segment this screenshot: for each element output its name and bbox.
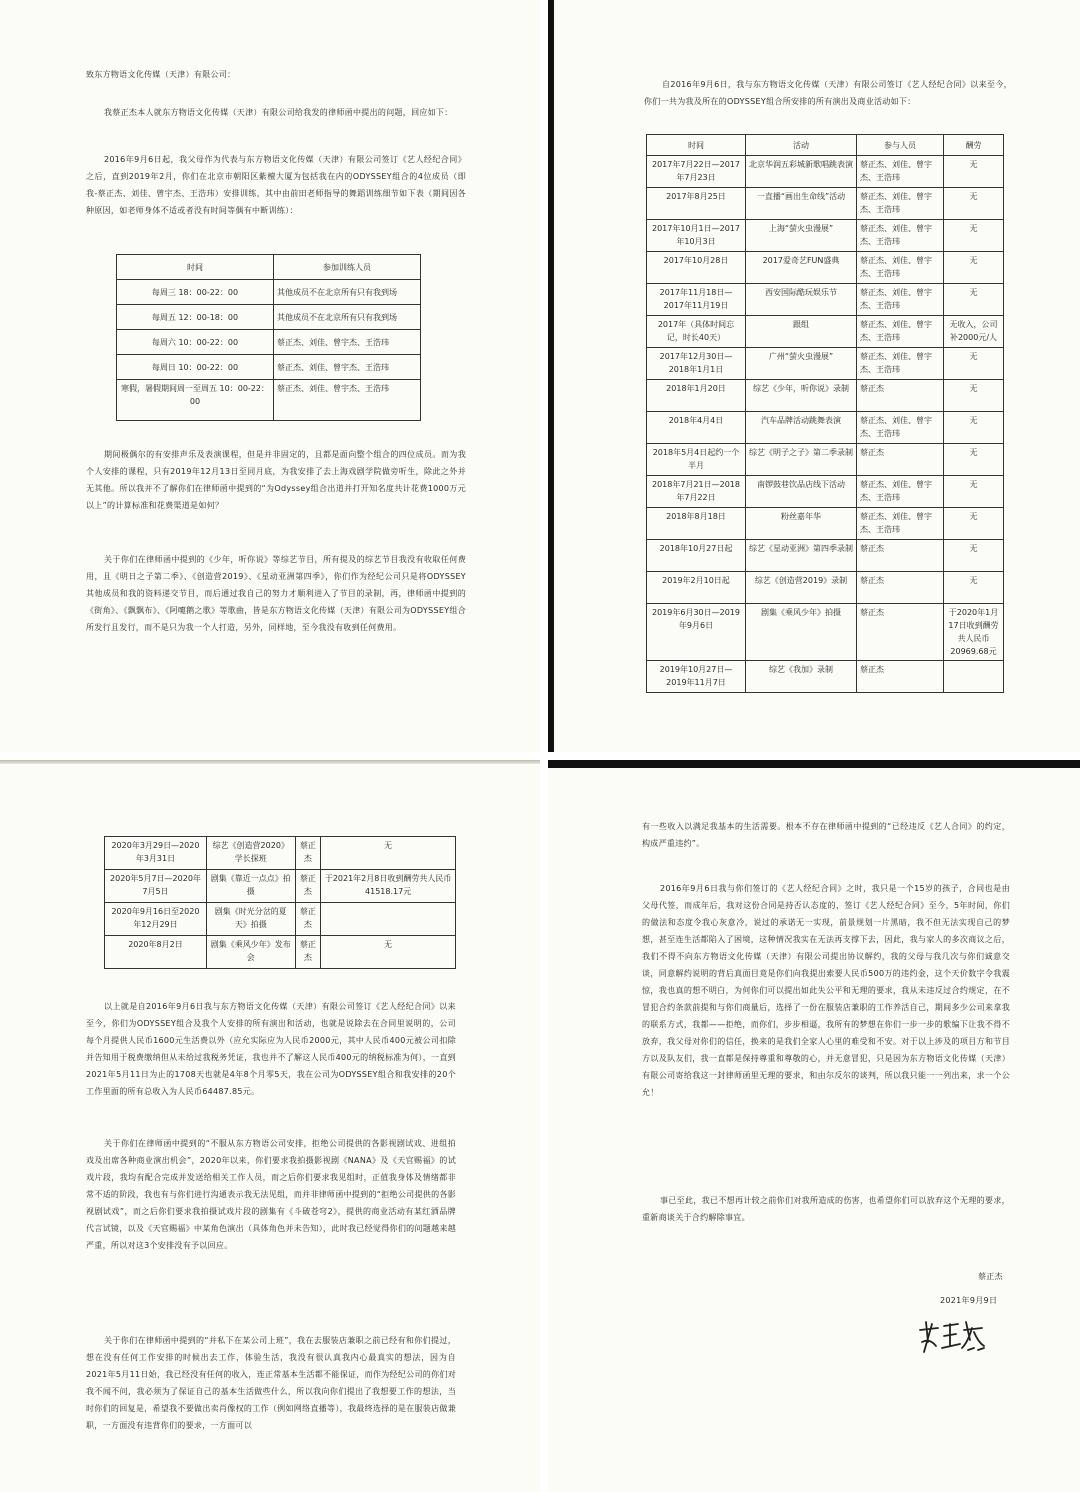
- cell: 其他成员不在北京所有只有我到场: [274, 280, 421, 305]
- handwritten-signature: [914, 1312, 990, 1358]
- cell: 2020年3月29日—2020年3月31日: [105, 837, 207, 870]
- paragraph: 关于你们在律师函中提到的“并私下在某公司上班”，我在去服装店兼职之前已经有和你们提过，想在没有任何工作安排的时候出去工作，体验生活，我没有很认真我内心最真实的想法，因为自2021年5月11日始，我已经没有任何的收入，连正常基本生活都不能保证，而作为经纪公司的你们对我不闻不问，我必须为了保证自己的基本生活做些什么，所以我向你们提出了我想要工作的想法，当时你们的回复是，希望我不要做出卖肖像权的工作（例如网络直播等），我最终选择的是在服装店做兼职，一方面没有违背你们的要求，一方面可以: [86, 1336, 456, 1430]
- table-row: [647, 508, 1004, 540]
- cell: 2019年10月27日—2019年11月7日: [647, 661, 746, 693]
- paragraph: 有一些收入以满足我基本的生活需要。根本不存在律师函中提到的“已经违反《艺人合同》的约定，构成严重违约”。: [642, 822, 1010, 848]
- table-row: [647, 572, 1004, 604]
- cell: 蔡正杰: [295, 870, 321, 903]
- cell: 蔡正杰、刘佳、曾宇杰、王浩玮: [274, 380, 421, 421]
- paragraph: 自2016年9月6日，我与东方物语文化传媒（天津）有限公司签订《艺人经纪合同》以来至今，你们一共为我及所在的ODYSSEY组合所安排的所有演出及商业活动如下：: [644, 80, 1012, 106]
- table-row: [647, 476, 1004, 508]
- table-header: 时间: [647, 135, 746, 156]
- cell: 北京华润五彩城新歌唱跳表演: [746, 156, 857, 188]
- paragraph: 事已至此，我已不想再计较之前你们对我所造成的伤害，也希望你们可以放弃这个无理的要求，重新商谈关于合约解除事宜。: [642, 1196, 1010, 1222]
- table-row: [117, 355, 421, 380]
- cell: 无: [944, 572, 1004, 604]
- table-row: [647, 220, 1004, 252]
- cell: 每周三 18：00-22：00: [117, 280, 274, 305]
- cell: 2017年8月25日: [647, 188, 746, 220]
- table-header: 参与人员: [857, 135, 944, 156]
- cell: 2018年1月20日: [647, 380, 746, 412]
- scan-edge: [548, 0, 554, 752]
- table-row: [647, 284, 1004, 316]
- cell: 剧集《乘风少年》发布会: [206, 936, 295, 969]
- cell: 2018年7月21日—2018年7月22日: [647, 476, 746, 508]
- table-row: [117, 330, 421, 355]
- table-row: [647, 444, 1004, 476]
- cell: 蔡正杰、刘佳、曾宇杰、王浩玮: [857, 284, 944, 316]
- table-header: 活动: [746, 135, 857, 156]
- activity-table-continued: [104, 836, 456, 969]
- cell: 综艺《少年，听你说》录制: [746, 380, 857, 412]
- cell: 综艺《创造营2019》录制: [746, 572, 857, 604]
- table-row: [117, 380, 421, 421]
- cell: 蔡正杰: [857, 572, 944, 604]
- signature-date: 2021年9月9日: [940, 1296, 998, 1305]
- cell: 无: [944, 412, 1004, 444]
- cell: 2018年8月18日: [647, 508, 746, 540]
- cell: 跟组: [746, 316, 857, 348]
- cell: 2017年7月22日—2017年7月23日: [647, 156, 746, 188]
- cell: 剧集《乘风少年》拍摄: [746, 604, 857, 661]
- cell: 蔡正杰: [295, 903, 321, 936]
- cell: 2017年12月30日—2018年1月1日: [647, 348, 746, 380]
- cell: 2017年10月1日—2017年10月3日: [647, 220, 746, 252]
- salutation: 致东方物语文化传媒（天津）有限公司：: [86, 70, 236, 79]
- table-row: [647, 380, 1004, 412]
- cell: 2018年10月27日起: [647, 540, 746, 572]
- cell: 无: [944, 284, 1004, 316]
- cell: 2017年（具体时间忘记，时长40天）: [647, 316, 746, 348]
- cell: 蔡正杰: [857, 604, 944, 661]
- cell: 于2021年2月8日收到酬劳共人民币41518.17元: [321, 870, 456, 903]
- cell: 综艺《我加》录制: [746, 661, 857, 693]
- letter-page-2: [548, 0, 1080, 752]
- cell: [321, 903, 456, 936]
- cell: 蔡正杰: [857, 444, 944, 476]
- cell: 每周日 10：00-22：00: [117, 355, 274, 380]
- cell: 2019年6月30日—2019年9月6日: [647, 604, 746, 661]
- cell: 无: [944, 476, 1004, 508]
- table-header: 酬劳: [944, 135, 1004, 156]
- cell: 2020年8月2日: [105, 936, 207, 969]
- cell: 无: [944, 444, 1004, 476]
- cell: 蔡正杰: [295, 837, 321, 870]
- cell: 2018年4月4日: [647, 412, 746, 444]
- signature-name: 蔡正杰: [978, 1272, 1003, 1281]
- cell: 无: [944, 380, 1004, 412]
- cell: 2019年2月10日起: [647, 572, 746, 604]
- cell: 南锣鼓巷饮品店线下活动: [746, 476, 857, 508]
- cell: 无: [944, 252, 1004, 284]
- table-header: 参加训练人员: [274, 255, 421, 280]
- cell: 2020年5月7日—2020年7月5日: [105, 870, 207, 903]
- letter-page-4: [548, 760, 1080, 1492]
- cell: 2017年10月28日: [647, 252, 746, 284]
- table-row: [647, 316, 1004, 348]
- paragraph: 2016年9月6日起，我父母作为代表与东方物语文化传媒（天津）有限公司签订《艺人经纪合同》之后，直到2019年2月，你们在北京市朝阳区紫檀大厦为包括我在内的ODYSSEY组合的4位成员（即我-蔡正杰、刘佳、曾宇杰、王浩玮）安排训练，其中由前田老师指导的舞蹈训练细节如下表（期间因各种原因，如老师身体不适或者没有时间等偶有中断训练）：: [86, 155, 466, 215]
- cell: 2018年5月4日起约一个半月: [647, 444, 746, 476]
- cell: 每周六 10：00-22：00: [117, 330, 274, 355]
- table-row: [647, 412, 1004, 444]
- cell: 蔡正杰、刘佳、曾宇杰、王浩玮: [857, 412, 944, 444]
- paragraph: 我蔡正杰本人就东方物语文化传媒（天津）有限公司给我发的律师函中提出的问题，回应如下：: [104, 108, 453, 117]
- cell: 于2020年1月17日收到酬劳共人民币20969.68元: [944, 604, 1004, 661]
- table-header: 时间: [117, 255, 274, 280]
- table-row: [105, 903, 456, 936]
- cell: 无: [944, 540, 1004, 572]
- cell: 无: [944, 508, 1004, 540]
- cell: 西安国际酷玩娱乐节: [746, 284, 857, 316]
- letter-page-1: [0, 0, 540, 752]
- table-row: [647, 604, 1004, 661]
- paragraph: 关于你们在律师函中提到的《少年，听你说》等综艺节目，所有提及的综艺节目我没有收取任何费用，且《明日之子第二季》、《创造营2019》、《星动亚洲第四季》，你们作为经纪公司只是将ODYSSEY其他成员和我的资料递交节目，而后通过我自己的努力才顺利进入了节目的录制，再，律师函中提到的《街角》、《飘飘布》、《阿嚏鹅之歌》等歌曲，皆是东方物语文化传媒（天津）有限公司为ODYSSEY组合所发行且发行，而不是只为我一个人打造，另外，同样地，至今我没有收到任何费用。: [86, 555, 466, 632]
- cell: 蔡正杰: [857, 540, 944, 572]
- cell: 蔡正杰、刘佳、曾宇杰、王浩玮: [857, 188, 944, 220]
- paragraph: 以上就是自2016年9月6日我与东方物语文化传媒（天津）有限公司签订《艺人经纪合同》以来至今，你们为ODYSSEY组合及我个人安排的所有演出和活动，也就是说除去在合同里说明的，公司每个月提供人民币1600元生活费以外（应允实际应为人民币2000元，其中人民币400元被公司扣除并告知用于税费缴纳但从未给过我税务凭证，我也并不了解这人民币400元的纳税标准为何），一直到2021年5月11日为止的1708天也就是4年8个月零5天，我在公司为ODYSSEY组合和我安排的20个工作里面的所有总收入为人民币64487.85元。: [86, 1002, 456, 1096]
- table-row: [117, 280, 421, 305]
- cell: 蔡正杰、刘佳、曾宇杰、王浩玮: [857, 316, 944, 348]
- cell: 剧集《靠近一点点》拍摄: [206, 870, 295, 903]
- cell: 无: [944, 188, 1004, 220]
- cell: 蔡正杰、刘佳、曾宇杰、王浩玮: [857, 156, 944, 188]
- cell: 2017年11月18日—2017年11月19日: [647, 284, 746, 316]
- cell: 2020年9月16日至2020年12月29日: [105, 903, 207, 936]
- cell: 蔡正杰、刘佳、曾宇杰、王浩玮: [857, 508, 944, 540]
- cell: 蔡正杰: [857, 661, 944, 693]
- table-row: [117, 305, 421, 330]
- cell: 蔡正杰、刘佳、曾宇杰、王浩玮: [857, 348, 944, 380]
- paragraph: 关于你们在律师函中提到的“不服从东方物语公司安排，拒绝公司提供的各影视剧试戏、进组拍戏及出席各种商业演出机会”，2020年以来，你们要求我拍摄影视剧《NANA》及《天官赐福》的试戏片段，我均有配合完成并发送给相关工作人员，而之后你们要求我见组时，正值我身体及情绪都非常不适的阶段，我也有与你们进行沟通表示我无法见组，而并非律师函中提到的“拒绝公司提供的各影视剧试戏”，而之后你们要求我拍摄试戏片段的剧集有《斗破苍穹2》，提供的商业活动有某红酒品牌代言试镜，以及《天官赐福》中某角色演出（具体角色并未告知），此时我已经觉得你们的问题越来越严重，所以对这3个安排没有予以回应。: [86, 1139, 456, 1250]
- table-row: [647, 252, 1004, 284]
- cell: 汽车品牌活动跳舞表演: [746, 412, 857, 444]
- table-row: [647, 661, 1004, 693]
- training-table: [116, 254, 421, 421]
- cell: 无: [321, 936, 456, 969]
- cell: 寒假，暑假期间周一至周五 10：00-22：00: [117, 380, 274, 421]
- cell: 蔡正杰、刘佳、曾宇杰、王浩玮: [857, 220, 944, 252]
- table-row: [647, 348, 1004, 380]
- cell: 蔡正杰、刘佳、曾宇杰、王浩玮: [857, 252, 944, 284]
- cell: 无: [944, 220, 1004, 252]
- table-row: [647, 188, 1004, 220]
- paragraph: 2016年9月6日我与你们签订的《艺人经纪合同》之时，我只是一个15岁的孩子，合同也是由父母代签，而成年后，我对这份合同是持否认态度的，签订《艺人经纪合同》至今，5年时间，你们的做法和态度令我心灰意冷，说过的承诺无一实现，前景规划一片黑暗，我不但无法实现自己的梦想，甚至连生活都陷入了困境，这种情况我实在无法再支撑下去，因此，我与家人的多次商议之后，我们不得不向东方物语文化传媒（天津）有限公司提出协议解约，我的父母与我几次与你们诚意交谈，同意解约说明的背后真面目竟是你们向我提出索要人民币500万的违约金，这个天价数字令我震惊，我也真的想不明白，为何你们可以提出如此失公平和无理的要求，我从未违反过合约规定，在不冒犯合约条款前提和与你们商量后，选择了一份在服装店兼职的工作养活自己，期间多少公司来拿我的联系方式，我都——拒绝，而你们，步步相逼，我所有的梦想在你们一步一步的歌编下让我不得不放弃，我父母对你们的信任，换来的是我们全家人心里的难受和不安。对于以上涉及的项目方和节目方以及队友们，我一直都是保持尊重和尊敬的心，并无意冒犯，只是因为东方物语文化传媒（天津）有限公司寄给我这一封律师函里无理的要求，和由尔反尔的谈判，所以我只能一一列出来，求一个公允！: [642, 884, 1010, 1097]
- cell: 蔡正杰: [857, 380, 944, 412]
- activity-table: [646, 134, 1004, 693]
- table-row: [105, 870, 456, 903]
- cell: 无: [944, 156, 1004, 188]
- cell: 每周五 12：00-18：00: [117, 305, 274, 330]
- letter-page-3: [0, 760, 540, 1492]
- cell: 剧集《时光分岔的夏天》拍摄: [206, 903, 295, 936]
- cell: 一直播“画出生命线”活动: [746, 188, 857, 220]
- table-row: [105, 837, 456, 870]
- cell: 粉丝嘉年华: [746, 508, 857, 540]
- cell: 2017爱奇艺FUN盛典: [746, 252, 857, 284]
- cell: [944, 661, 1004, 693]
- scan-shadow: [0, 760, 540, 764]
- cell: 蔡正杰: [295, 936, 321, 969]
- cell: 无: [321, 837, 456, 870]
- cell: 无收入，公司补2000元/人: [944, 316, 1004, 348]
- cell: 其他成员不在北京所有只有我到场: [274, 305, 421, 330]
- table-row: [647, 156, 1004, 188]
- cell: 综艺《星动亚洲》第四季录制: [746, 540, 857, 572]
- cell: 广州“萤火虫漫展”: [746, 348, 857, 380]
- scan-edge: [548, 760, 1080, 768]
- cell: 无: [944, 348, 1004, 380]
- table-row: [647, 540, 1004, 572]
- cell: 综艺《创造营2020》学长探班: [206, 837, 295, 870]
- cell: 上海“萤火虫漫展”: [746, 220, 857, 252]
- cell: 蔡正杰、刘佳、曾宇杰、王浩玮: [274, 330, 421, 355]
- table-row: [105, 936, 456, 969]
- cell: 蔡正杰、刘佳、曾宇杰、王浩玮: [274, 355, 421, 380]
- paragraph: 期间极偶尔的有安排声乐及表演课程，但是并非固定的，且都是面向整个组合的四位成员。而为我个人安排的课程，只有2019年12月13日至同月底，为我安排了去上海戏剧学院做旁听生，除此之外并无其他。所以我并不了解你们在律师函中提到的“为Odyssey组合出道并打开知名度共计花费1000万元以上”的计算标准和花费渠道是如何？: [86, 450, 466, 510]
- cell: 综艺《明子之子》第二季录制: [746, 444, 857, 476]
- cell: 蔡正杰、刘佳、曾宇杰、王浩玮: [857, 476, 944, 508]
